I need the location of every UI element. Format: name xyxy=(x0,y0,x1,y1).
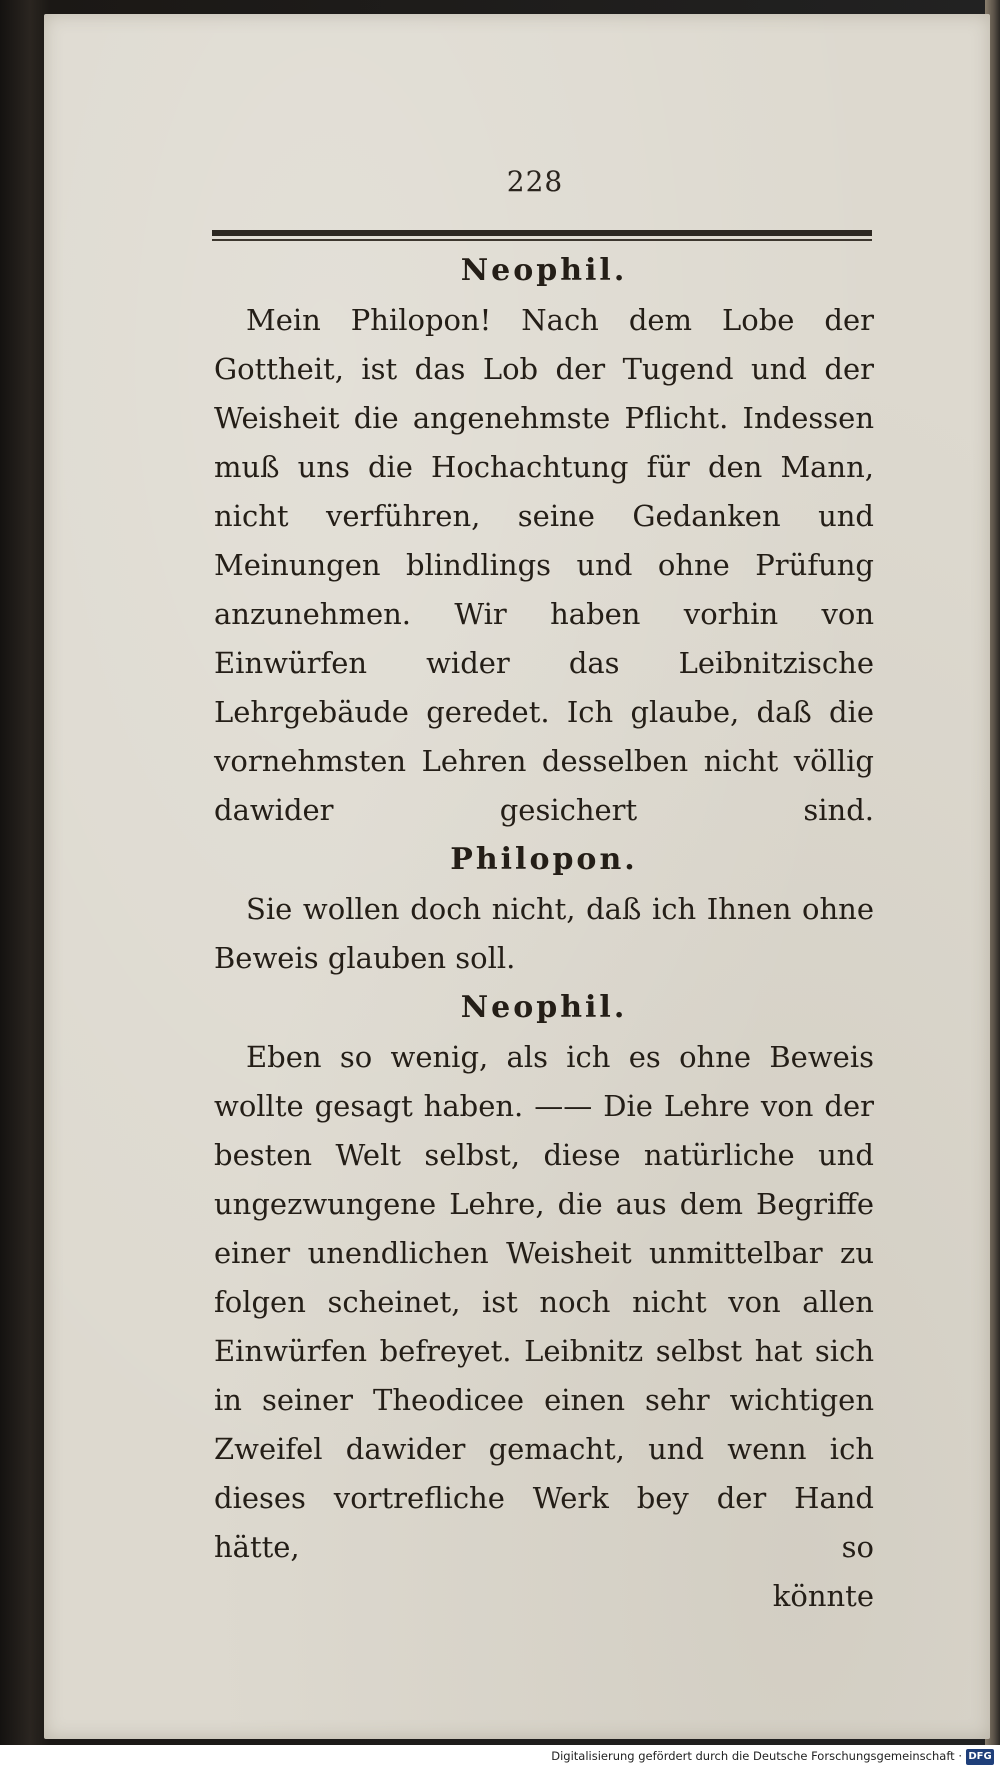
dialogue-paragraph: Eben so wenig, als ich es ohne Beweis wollte gesagt haben. —— Die Lehre von der besten Welt selbst, diese natürliche und ungezwungene Lehre, die aus dem Begriffe einer unendlichen Weisheit unmittelbar zu folgen scheinet, ist noch nicht von allen Einwürfen befreyet. Leibnitz selbst hat sich in seiner Theodicee einen sehr wichtigen Zweifel dawider gemacht, und wenn ich dieses vortrefliche Werk bey der Hand hätte, so xyxy=(214,1040,874,1564)
footer-credit: Digitalisierung gefördert durch die Deutsche Forschungsgemeinschaft · xyxy=(551,1749,962,1763)
dialogue-paragraph: Mein Philopon! Nach dem Lobe der Gottheit, ist das Lob der Tugend und der Weisheit die angenehmste Pflicht. Indessen muß uns die Hochachtung für den Mann, nicht verführen, seine Gedanken und Meinungen blindlings und ohne Prüfung anzunehmen. Wir haben vorhin von Einwürfen wider das Leibnitzische Lehrgebäude geredet. Ich glaube, daß die vornehmsten Lehren desselben nicht völlig dawider gesichert sind. xyxy=(214,303,874,827)
dfg-logo: DFG xyxy=(966,1749,994,1765)
dialogue-paragraph: Sie wollen doch nicht, daß ich Ihnen ohne Beweis glauben soll. xyxy=(214,892,874,975)
page-number: 228 xyxy=(506,165,564,198)
page-text xyxy=(214,246,874,1621)
catchword: könnte xyxy=(772,1579,874,1613)
header-rule xyxy=(212,230,872,236)
speaker-heading: Neophil. xyxy=(460,990,628,1025)
speaker-heading: Philopon. xyxy=(450,842,638,877)
speaker-heading: Neophil. xyxy=(460,253,628,288)
header-rule-thin xyxy=(212,239,872,241)
footer-bar xyxy=(0,1745,1000,1771)
